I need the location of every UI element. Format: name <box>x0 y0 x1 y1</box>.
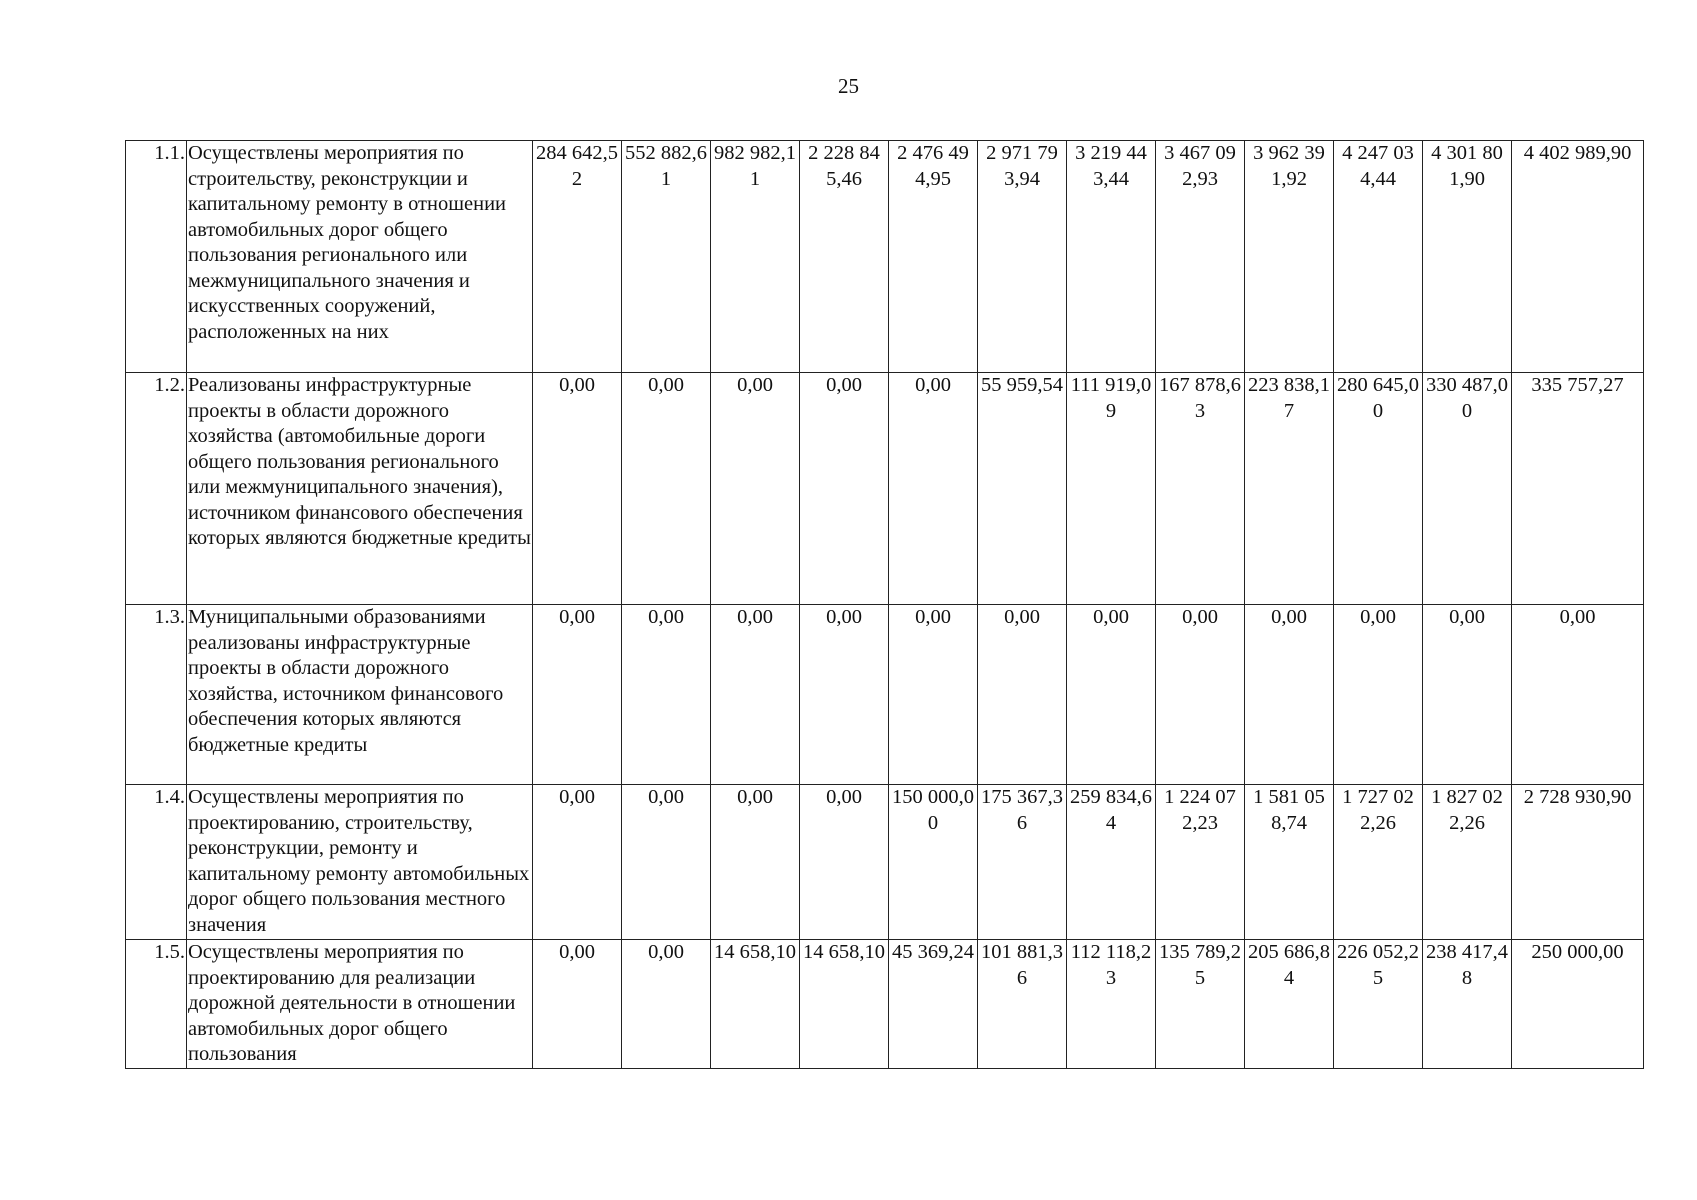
value-cell: 0,00 <box>622 940 711 1069</box>
value-cell: 0,00 <box>800 785 889 940</box>
value-cell: 280 645,00 <box>1334 373 1423 605</box>
value-cell: 101 881,36 <box>978 940 1067 1069</box>
value-cell: 0,00 <box>711 605 800 785</box>
value-cell: 4 301 801,90 <box>1423 141 1512 373</box>
value-cell: 2 476 494,95 <box>889 141 978 373</box>
row-number: 1.5. <box>126 940 187 1069</box>
value-cell: 0,00 <box>1512 605 1644 785</box>
value-cell: 0,00 <box>1334 605 1423 785</box>
value-cell: 1 827 022,26 <box>1423 785 1512 940</box>
value-cell: 1 224 072,23 <box>1156 785 1245 940</box>
value-cell: 335 757,27 <box>1512 373 1644 605</box>
table-row <box>126 785 1644 940</box>
row-description: Муниципальными образованиями реализованы инфраструктурные проекты в области дорожного хозяйства, источником финансового обеспечения которых являются бюджетные кредиты <box>187 605 533 785</box>
value-cell: 0,00 <box>1156 605 1245 785</box>
value-cell: 0,00 <box>1423 605 1512 785</box>
table-row <box>126 940 1644 1069</box>
value-cell: 238 417,48 <box>1423 940 1512 1069</box>
value-cell: 2 228 845,46 <box>800 141 889 373</box>
value-cell: 284 642,52 <box>533 141 622 373</box>
value-cell: 14 658,10 <box>800 940 889 1069</box>
value-cell: 0,00 <box>533 605 622 785</box>
row-number: 1.2. <box>126 373 187 605</box>
value-cell: 4 247 034,44 <box>1334 141 1423 373</box>
value-cell: 3 467 092,93 <box>1156 141 1245 373</box>
value-cell: 0,00 <box>711 785 800 940</box>
value-cell: 4 402 989,90 <box>1512 141 1644 373</box>
row-description: Реализованы инфраструктурные проекты в области дорожного хозяйства (автомобильные дороги общего пользования регионального или межмуниципального значения), источником финансового обеспечения которых являются бюджетные кредиты <box>187 373 533 605</box>
table-row <box>126 141 1644 373</box>
page-number: 25 <box>838 74 859 98</box>
value-cell: 0,00 <box>622 373 711 605</box>
table-row <box>126 373 1644 605</box>
value-cell: 3 219 443,44 <box>1067 141 1156 373</box>
value-cell: 0,00 <box>533 785 622 940</box>
value-cell: 0,00 <box>622 605 711 785</box>
value-cell: 223 838,17 <box>1245 373 1334 605</box>
value-cell: 167 878,63 <box>1156 373 1245 605</box>
value-cell: 0,00 <box>800 605 889 785</box>
value-cell: 111 919,09 <box>1067 373 1156 605</box>
value-cell: 205 686,84 <box>1245 940 1334 1069</box>
value-cell: 0,00 <box>800 373 889 605</box>
value-cell: 1 727 022,26 <box>1334 785 1423 940</box>
value-cell: 150 000,00 <box>889 785 978 940</box>
value-cell: 0,00 <box>1067 605 1156 785</box>
row-number: 1.3. <box>126 605 187 785</box>
row-number: 1.1. <box>126 141 187 373</box>
row-description: Осуществлены мероприятия по проектированию для реализации дорожной деятельности в отношении автомобильных дорог общего пользования <box>187 940 533 1069</box>
value-cell: 45 369,24 <box>889 940 978 1069</box>
table-row <box>126 605 1644 785</box>
value-cell: 3 962 391,92 <box>1245 141 1334 373</box>
value-cell: 0,00 <box>711 373 800 605</box>
row-number: 1.4. <box>126 785 187 940</box>
value-cell: 0,00 <box>533 373 622 605</box>
value-cell: 112 118,23 <box>1067 940 1156 1069</box>
value-cell: 0,00 <box>533 940 622 1069</box>
value-cell: 226 052,25 <box>1334 940 1423 1069</box>
value-cell: 14 658,10 <box>711 940 800 1069</box>
value-cell: 250 000,00 <box>1512 940 1644 1069</box>
value-cell: 0,00 <box>622 785 711 940</box>
value-cell: 259 834,64 <box>1067 785 1156 940</box>
value-cell: 1 581 058,74 <box>1245 785 1334 940</box>
indicators-table <box>125 140 1644 1069</box>
value-cell: 2 971 793,94 <box>978 141 1067 373</box>
value-cell: 135 789,25 <box>1156 940 1245 1069</box>
row-description: Осуществлены мероприятия по проектированию, строительству, реконструкции, ремонту и капитальному ремонту автомобильных дорог общего пользования местного значения <box>187 785 533 940</box>
value-cell: 330 487,00 <box>1423 373 1512 605</box>
value-cell: 552 882,61 <box>622 141 711 373</box>
value-cell: 0,00 <box>889 373 978 605</box>
value-cell: 55 959,54 <box>978 373 1067 605</box>
value-cell: 0,00 <box>1245 605 1334 785</box>
value-cell: 982 982,11 <box>711 141 800 373</box>
row-description: Осуществлены мероприятия по строительству, реконструкции и капитальному ремонту в отношении автомобильных дорог общего пользования регионального или межмуниципального значения и искусственных сооружений, расположенных на них <box>187 141 533 373</box>
value-cell: 0,00 <box>889 605 978 785</box>
value-cell: 2 728 930,90 <box>1512 785 1644 940</box>
value-cell: 175 367,36 <box>978 785 1067 940</box>
value-cell: 0,00 <box>978 605 1067 785</box>
